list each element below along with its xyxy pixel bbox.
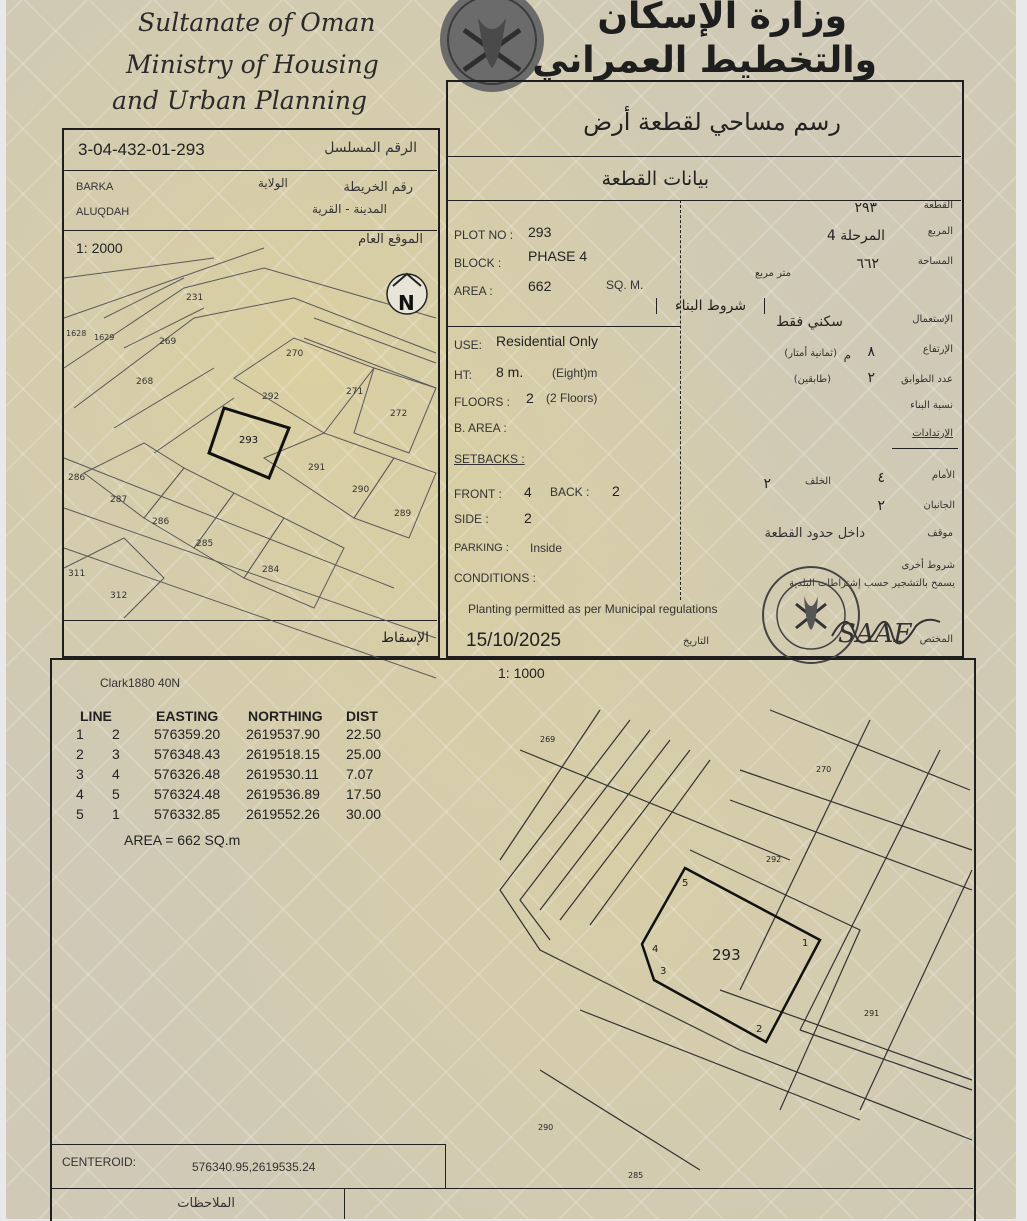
height-label-ar: الإرتفاع bbox=[922, 344, 953, 355]
neighbor-label: 269 bbox=[540, 735, 556, 744]
plot-label: 272 bbox=[390, 409, 408, 419]
plot-label: 312 bbox=[110, 591, 128, 601]
plot-number-label-ar: القطعة bbox=[923, 200, 953, 211]
floors-label-ar: عدد الطوابق bbox=[901, 374, 953, 385]
village-label: المدينة - القرية bbox=[311, 202, 387, 216]
block-label: BLOCK : bbox=[454, 256, 502, 270]
side-ar: ٢ bbox=[877, 498, 885, 514]
vertex-label: 5 bbox=[682, 878, 689, 889]
height-ar: ٨ bbox=[867, 344, 875, 360]
plot-label: 291 bbox=[308, 463, 326, 473]
building-conditions-label: شروط البناء bbox=[656, 298, 765, 314]
map-number-label: رقم الخريطة bbox=[343, 180, 413, 195]
setbacks-label: SETBACKS : bbox=[454, 452, 525, 466]
plot-label: 289 bbox=[394, 509, 412, 519]
plot-label: 286 bbox=[152, 517, 170, 527]
vertex-label: 4 bbox=[652, 944, 659, 955]
divider bbox=[447, 200, 961, 201]
side-value: 2 bbox=[524, 510, 532, 526]
ministry-name-en-line3: and Urban Planning bbox=[112, 86, 367, 115]
area-label: AREA : bbox=[454, 284, 493, 298]
general-site-label: الموقع العام bbox=[358, 232, 423, 247]
area-unit: SQ. M. bbox=[606, 278, 644, 292]
divider bbox=[63, 230, 437, 231]
floors-ar: ٢ bbox=[867, 370, 875, 386]
divider bbox=[51, 1188, 973, 1189]
side-label-ar: الجانبان bbox=[923, 500, 955, 511]
plot-label: 287 bbox=[110, 495, 128, 505]
floors-words: (2 Floors) bbox=[546, 391, 598, 405]
authority-label: المختص bbox=[919, 634, 953, 645]
plot-number-value: 293 bbox=[528, 224, 552, 240]
plot-label: 268 bbox=[136, 377, 154, 387]
issue-date: 15/10/2025 bbox=[466, 630, 562, 651]
detail-plot-label: 293 bbox=[712, 946, 741, 964]
divider bbox=[63, 170, 437, 171]
setbacks-label-ar: الإرتدادات bbox=[912, 428, 953, 439]
floors-value: 2 bbox=[526, 390, 534, 406]
plot-label: 271 bbox=[346, 387, 364, 397]
divider bbox=[51, 1144, 445, 1145]
area-label-ar: المساحة bbox=[917, 256, 953, 267]
plot-number-label: PLOT NO : bbox=[454, 228, 514, 242]
serial-number: 3-04-432-01-293 bbox=[78, 140, 205, 159]
vertex-label: 3 bbox=[660, 966, 667, 977]
plot-label: 293 bbox=[239, 435, 259, 446]
back-value: 2 bbox=[612, 483, 620, 499]
plot-label: 231 bbox=[186, 293, 204, 303]
height-unit-ar: م bbox=[843, 348, 851, 362]
site-plan-map bbox=[64, 258, 436, 618]
height-words-ar: (ثمانية أمتار) bbox=[784, 348, 837, 359]
divider bbox=[445, 1144, 446, 1188]
neighbor-label: 291 bbox=[864, 1009, 880, 1018]
issue-date-label: التاريخ bbox=[683, 636, 709, 647]
divider bbox=[63, 620, 437, 621]
header-line: LINE bbox=[80, 708, 112, 724]
floors-label: FLOORS : bbox=[454, 395, 511, 409]
plot-label: 290 bbox=[352, 485, 370, 495]
use-label: USE: bbox=[454, 338, 483, 352]
height-label: HT: bbox=[454, 368, 472, 382]
document-title: رسم مساحي لقطعة أرض bbox=[583, 108, 841, 136]
back-label: BACK : bbox=[550, 485, 590, 499]
front-ar: ٤ bbox=[877, 470, 885, 486]
block-ar: المرحلة 4 bbox=[826, 228, 885, 244]
divider bbox=[447, 156, 961, 157]
header-easting: EASTING bbox=[156, 708, 219, 724]
plot-number-ar: ٢٩٣ bbox=[854, 200, 877, 216]
use-value: Residential Only bbox=[496, 333, 598, 349]
area-summary: AREA = 662 SQ.m bbox=[124, 832, 241, 848]
floors-words-ar: (طابقين) bbox=[793, 374, 831, 385]
front-value: 4 bbox=[524, 484, 532, 500]
vertex-label: 1 bbox=[802, 938, 809, 949]
conditions-note: Planting permitted as per Municipal regulations bbox=[468, 602, 718, 616]
parking-value: Inside bbox=[530, 541, 563, 555]
parking-label: PARKING : bbox=[454, 542, 509, 554]
datum: Clark1880 40N bbox=[100, 676, 181, 690]
projection-label: الإسقاط bbox=[381, 630, 429, 646]
block-label-ar: المربع bbox=[927, 226, 953, 237]
front-label-ar: الأمام bbox=[931, 470, 955, 481]
front-label: FRONT : bbox=[454, 487, 502, 501]
wilayat-value: BARKA bbox=[76, 181, 114, 193]
building-area-label: B. AREA : bbox=[454, 421, 507, 435]
conditions-note-ar: يسمح بالتشجير حسب إشتراطات البلدية bbox=[789, 578, 955, 589]
neighbor-label: 270 bbox=[816, 765, 832, 774]
site-plan-scale: 1: 2000 bbox=[76, 240, 123, 256]
divider bbox=[447, 326, 681, 327]
area-ar: ٦٦٢ bbox=[856, 256, 879, 272]
centroid-label: CENTEROID: bbox=[62, 1155, 137, 1169]
svg-text:SAAF: SAAF bbox=[838, 619, 912, 649]
neighbor-label: 285 bbox=[628, 1171, 644, 1180]
plot-label: 292 bbox=[262, 392, 280, 402]
building-area-label-ar: نسبة البناء bbox=[910, 400, 953, 411]
side-label: SIDE : bbox=[454, 512, 489, 526]
ministry-name-ar-line1: وزارة الإسكان bbox=[597, 0, 847, 37]
ministry-name-en-line2: Ministry of Housing bbox=[126, 50, 379, 79]
center-divider bbox=[680, 200, 681, 600]
height-words: (Eight)m bbox=[552, 366, 598, 380]
plot-label: 1629 bbox=[94, 333, 115, 342]
wilayat-label: الولاية bbox=[258, 176, 288, 190]
parking-label-ar: موقف bbox=[927, 528, 953, 539]
plot-label: 311 bbox=[68, 569, 86, 579]
plot-label: 269 bbox=[159, 337, 177, 347]
block-value: PHASE 4 bbox=[528, 248, 588, 264]
plot-label: 1628 bbox=[66, 329, 87, 338]
neighbor-label: 292 bbox=[766, 855, 782, 864]
header-northing: NORTHING bbox=[248, 708, 323, 724]
neighbor-label: 290 bbox=[538, 1123, 554, 1132]
use-label-ar: الإستعمال bbox=[912, 314, 953, 325]
vertex-label: 2 bbox=[756, 1024, 763, 1035]
detail-plan-map bbox=[440, 690, 972, 1180]
signature-icon bbox=[826, 606, 946, 650]
village-value: ALUQDAH bbox=[76, 206, 130, 218]
area-unit-ar: متر مربع bbox=[754, 268, 791, 279]
remarks-label: الملاحظات bbox=[177, 1196, 235, 1211]
area-value: 662 bbox=[528, 278, 552, 294]
use-ar: سكني فقط bbox=[776, 314, 843, 330]
serial-number-label: الرقم المسلسل bbox=[324, 140, 417, 156]
plot-label: 285 bbox=[196, 539, 214, 549]
header-dist: DIST bbox=[346, 708, 378, 724]
north-arrow-icon bbox=[384, 266, 430, 322]
ministry-name-en-line1: Sultanate of Oman bbox=[138, 8, 376, 37]
plot-data-title: بيانات القطعة bbox=[601, 168, 709, 190]
back-label-ar: الخلف bbox=[805, 476, 831, 487]
centroid-value: 576340.95,2619535.24 bbox=[192, 1160, 316, 1174]
divider bbox=[344, 1188, 345, 1219]
parking-ar: داخل حدود القطعة bbox=[764, 526, 865, 541]
conditions-label-ar: شروط أخرى bbox=[901, 560, 955, 571]
plot-label: 284 bbox=[262, 565, 280, 575]
conditions-label: CONDITIONS : bbox=[454, 571, 537, 585]
survey-document: Sultanate of Oman Ministry of Housing and Urban Planning وزارة الإسكان والتخطيط العمراني 3-04-432-01-293 الرقم المسلسل BARKA الولاية رقم الخريطة ALUQDAH المدينة - القرية 1: 2000 الموقع العام 231 269 268 270 292 271 272 293 291 290 289 286 287 286 285 284 311 312 1628 1629 N الإسقاط رسم مساحي لقطعة أرض بيانات القطعة PLOT NO : 293 ٢٩٣ القطعة BLOCK : PHASE 4 المرحلة 4 المربع AREA : 662 SQ. M. ٦٦٢ المساحة متر مربع شروط البناء USE: Residential Only سكني فقط الإستعمال HT: 8 m. (Eight)m ٨ م (ثمانية أمتار) الإرتفاع FLOORS : 2 (2 Floors) ٢ (طابقين) عدد الطوابق B. AREA : نسبة البناء SETBACKS : الإرتدادات FRONT : 4 BACK : 2 ٤ الأمام ٢ الخلف SIDE : 2 ٢ الجانبان PARKING : Inside داخل حدود القطعة موقف CONDITIONS : شروط أخرى يسمح بالتشجير حسب إشتراطات البلدية Planting permitted as per Municipal regulations 15/10/2025 التاريخ المختص SAAF Clark1880 40N 1: 1000 LINE EASTING NORTHING DIST 1 2 576359.20 2619537.90 22.50 2 3 576348.43 2619518.15 25.00 3 4 576326.48 2619530.11 7.07 4 5 576324.48 2619536.89 17.50 5 1 576332.85 2619552.26 30.00 AREA = 662 SQ.m 293 269 270 292 291 290 285 1 2 3 4 5 CENTEROID: 576340.95,2619535.24 الملاحظات bbox=[0, 0, 1027, 1219]
divider bbox=[892, 448, 958, 449]
svg-text:N: N bbox=[398, 291, 415, 315]
plot-label: 286 bbox=[68, 473, 86, 483]
detail-scale: 1: 1000 bbox=[498, 665, 545, 681]
height-value: 8 m. bbox=[496, 364, 524, 380]
back-ar: ٢ bbox=[763, 476, 771, 492]
plot-label: 270 bbox=[286, 349, 304, 359]
ministry-name-ar-line2: والتخطيط العمراني bbox=[532, 40, 877, 81]
